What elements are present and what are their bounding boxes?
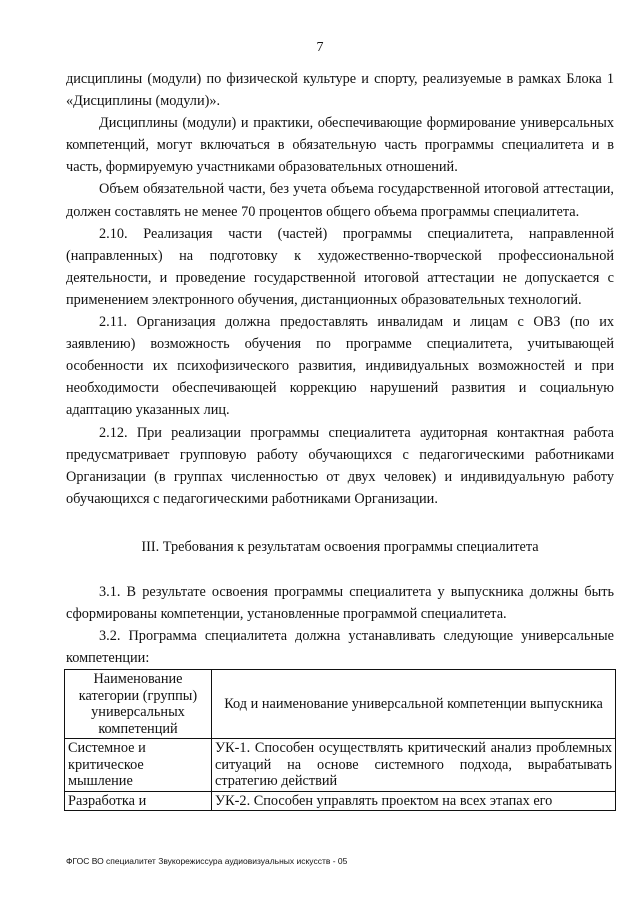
paragraph: Дисциплины (модули) и практики, обеспечивающие формирование универсальных компетенций, могут включаться в обязательную часть программы специалитета и в часть, формируемую участниками образовательных отношений. (66, 115, 614, 176)
table-row (65, 739, 616, 792)
page-footer: ФГОС ВО специалитет Звукорежиссура аудиовизуальных искусств - 05 (66, 856, 348, 866)
cell-category: Разработка и (65, 791, 212, 811)
document-body (66, 68, 614, 811)
cell-description: УК-2. Способен управлять проектом на всех этапах его (212, 791, 616, 811)
cell-category: Системное и критическое мышление (65, 739, 212, 792)
table-row (65, 791, 616, 811)
paragraph: 2.12. При реализации программы специалитета аудиторная контактная работа предусматривает групповую работу обучающихся с педагогическими работниками Организации (в группах численностью от двух человек) и индивидуальную работу обучающихся с педагогическими работниками Организации. (66, 424, 614, 507)
page-number: 7 (316, 40, 324, 55)
header-category: Наименование категории (группы) универсальных компетенций (65, 670, 212, 739)
table-header-row (65, 670, 616, 739)
paragraph: дисциплины (модули) по физической культуре и спорту, реализуемые в рамках Блока 1 «Дисциплины (модули)». (66, 71, 614, 110)
cell-description: УК-1. Способен осуществлять критический анализ проблемных ситуаций на основе системного подхода, вырабатывать стратегию действий (212, 739, 616, 792)
paragraph: 2.10. Реализация части (частей) программы специалитета, направленной (направленных) на подготовку к художественно-творческой профессиональной деятельности, и проведение государственной итоговой аттестации не допускается с применением электронного обучения, дистанционных образовательных технологий. (66, 225, 614, 308)
section-heading: III. Требования к результатам освоения программы специалитета (141, 538, 539, 555)
paragraph: 3.2. Программа специалитета должна устанавливать следующие универсальные компетенции: (66, 628, 614, 667)
paragraph: Объем обязательной части, без учета объема государственной итоговой аттестации, должен составлять не менее 70 процентов общего объема программы специалитета. (66, 181, 614, 220)
header-code: Код и наименование универсальной компетенции выпускника (212, 670, 616, 739)
paragraph: 3.1. В результате освоения программы специалитета у выпускника должны быть сформированы компетенции, установленные программой специалитета. (66, 583, 614, 623)
competencies-table (64, 669, 616, 811)
paragraph: 2.11. Организация должна предоставлять инвалидам и лицам с ОВЗ (по их заявлению) возможность обучения по программе специалитета, учитывающей особенности их психофизического развития, индивидуальных возможностей и при необходимости обеспечивающей коррекцию нарушений развития и социальную адаптацию указанных лиц. (66, 314, 614, 419)
